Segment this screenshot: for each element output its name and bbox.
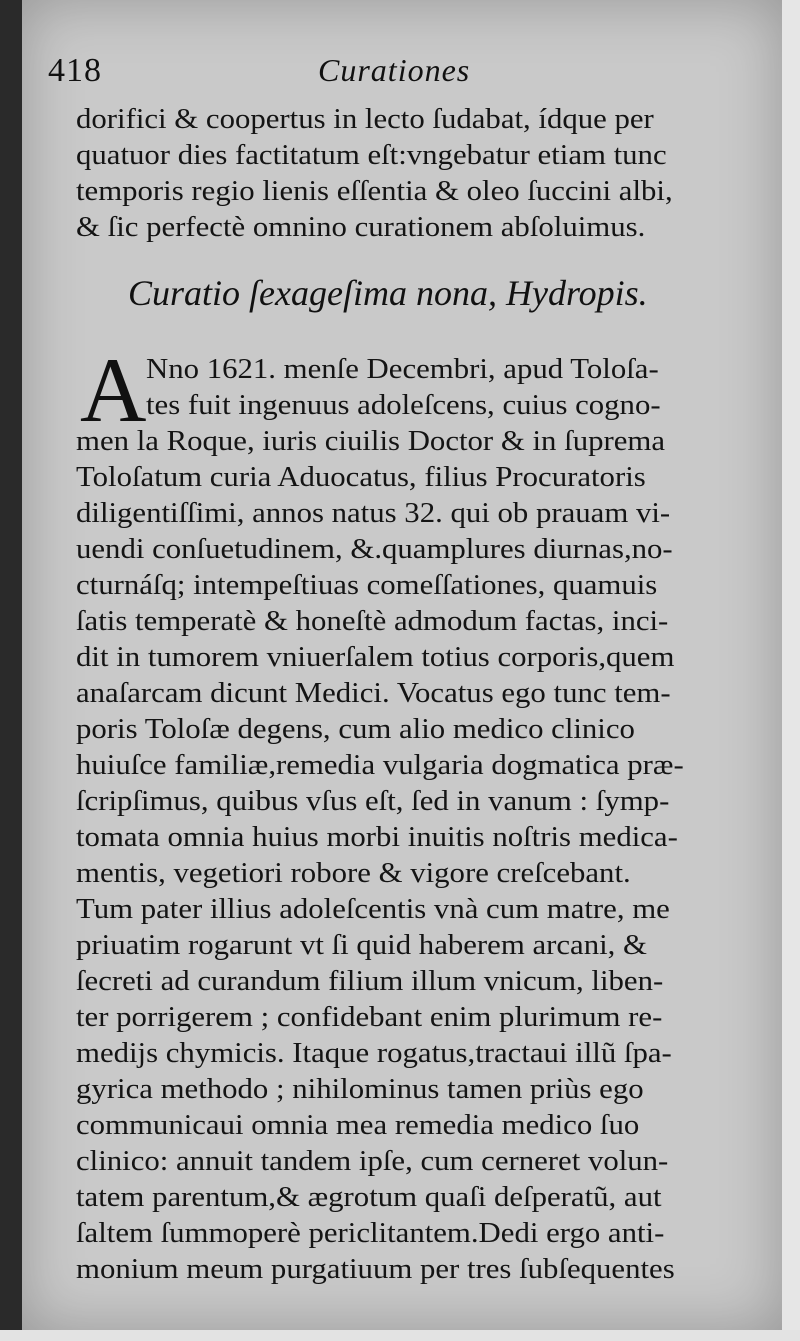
text-line: monium meum purgatiuum per tres ſubſequentes: [76, 1254, 675, 1285]
text-line: poris Toloſæ degens, cum alio medico clinico: [76, 714, 635, 745]
text-line: priuatim rogarunt vt ſi quid haberem arcani, &: [76, 930, 647, 961]
text-line: dit in tumorem vniuerſalem totius corporis,quem: [76, 642, 675, 673]
text-line: ſatis temperatè & honeſtè admodum factas, inci-: [76, 606, 669, 637]
page-edge: [782, 0, 800, 1341]
section-title: Curatio ſexageſima nona, Hydropis.: [128, 273, 648, 313]
text-line: mentis, vegetiori robore & vigore creſcebant.: [76, 858, 631, 889]
text-line: communicaui omnia mea remedia medico ſuo: [76, 1110, 640, 1141]
text-line: anaſarcam dicunt Medici. Vocatus ego tunc tem-: [76, 678, 671, 709]
text-line: tes fuit ingenuus adoleſcens, cuius cogno-: [146, 390, 661, 421]
page-header: [48, 52, 708, 96]
text-line: ſaltem ſummoperè periclitantem.Dedi ergo anti-: [76, 1218, 665, 1249]
text-line: & ſic perfectè omnino curationem abſoluimus.: [76, 212, 646, 243]
text-line: clinico: annuit tandem ipſe, cum cerneret volun-: [76, 1146, 669, 1177]
text-line: tomata omnia huius morbi inuitis noſtris medica-: [76, 822, 678, 853]
text-line: diligentiſſimi, annos natus 32. qui ob prauam vi-: [76, 498, 671, 529]
text-line: Toloſatum curia Aduocatus, filius Procuratoris: [76, 462, 646, 493]
text-line: ter porrigerem ; confidebant enim plurimum re-: [76, 1002, 663, 1033]
text-line: huiuſce familiæ,remedia vulgaria dogmatica præ-: [76, 750, 684, 781]
text-line: quatuor dies factitatum eſt:vngebatur etiam tunc: [76, 140, 667, 171]
drop-cap: A: [80, 339, 147, 441]
page-bottom-edge: [0, 1330, 800, 1341]
text-line: cturnáſq; intempeſtiuas comeſſationes, quamuis: [76, 570, 658, 601]
text-line: uendi conſuetudinem, &.quamplures diurnas,no-: [76, 534, 673, 565]
text-line: Nno 1621. menſe Decembri, apud Toloſa-: [146, 354, 659, 385]
text-line: tatem parentum,& ægrotum quaſi deſperatũ, aut: [76, 1182, 662, 1213]
text-line: dorifici & coopertus in lecto ſudabat, ídque per: [76, 104, 654, 135]
text-line: ſcripſimus, quibus vſus eſt, ſed in vanum : ſymp-: [76, 786, 670, 817]
text-line: medijs chymicis. Itaque rogatus,tractaui illũ ſpa-: [76, 1038, 672, 1069]
text-line: temporis regio lienis eſſentia & oleo ſuccini albi,: [76, 176, 673, 207]
page-number: 418: [48, 52, 102, 89]
text-line: ſecreti ad curandum filium illum vnicum, liben-: [76, 966, 664, 997]
running-head: Curationes: [318, 52, 471, 88]
text-line: Tum pater illius adoleſcentis vnà cum matre, me: [76, 894, 670, 925]
text-line: men la Roque, iuris ciuilis Doctor & in ſuprema: [76, 426, 665, 457]
text-line: gyrica methodo ; nihilominus tamen priùs ego: [76, 1074, 644, 1105]
